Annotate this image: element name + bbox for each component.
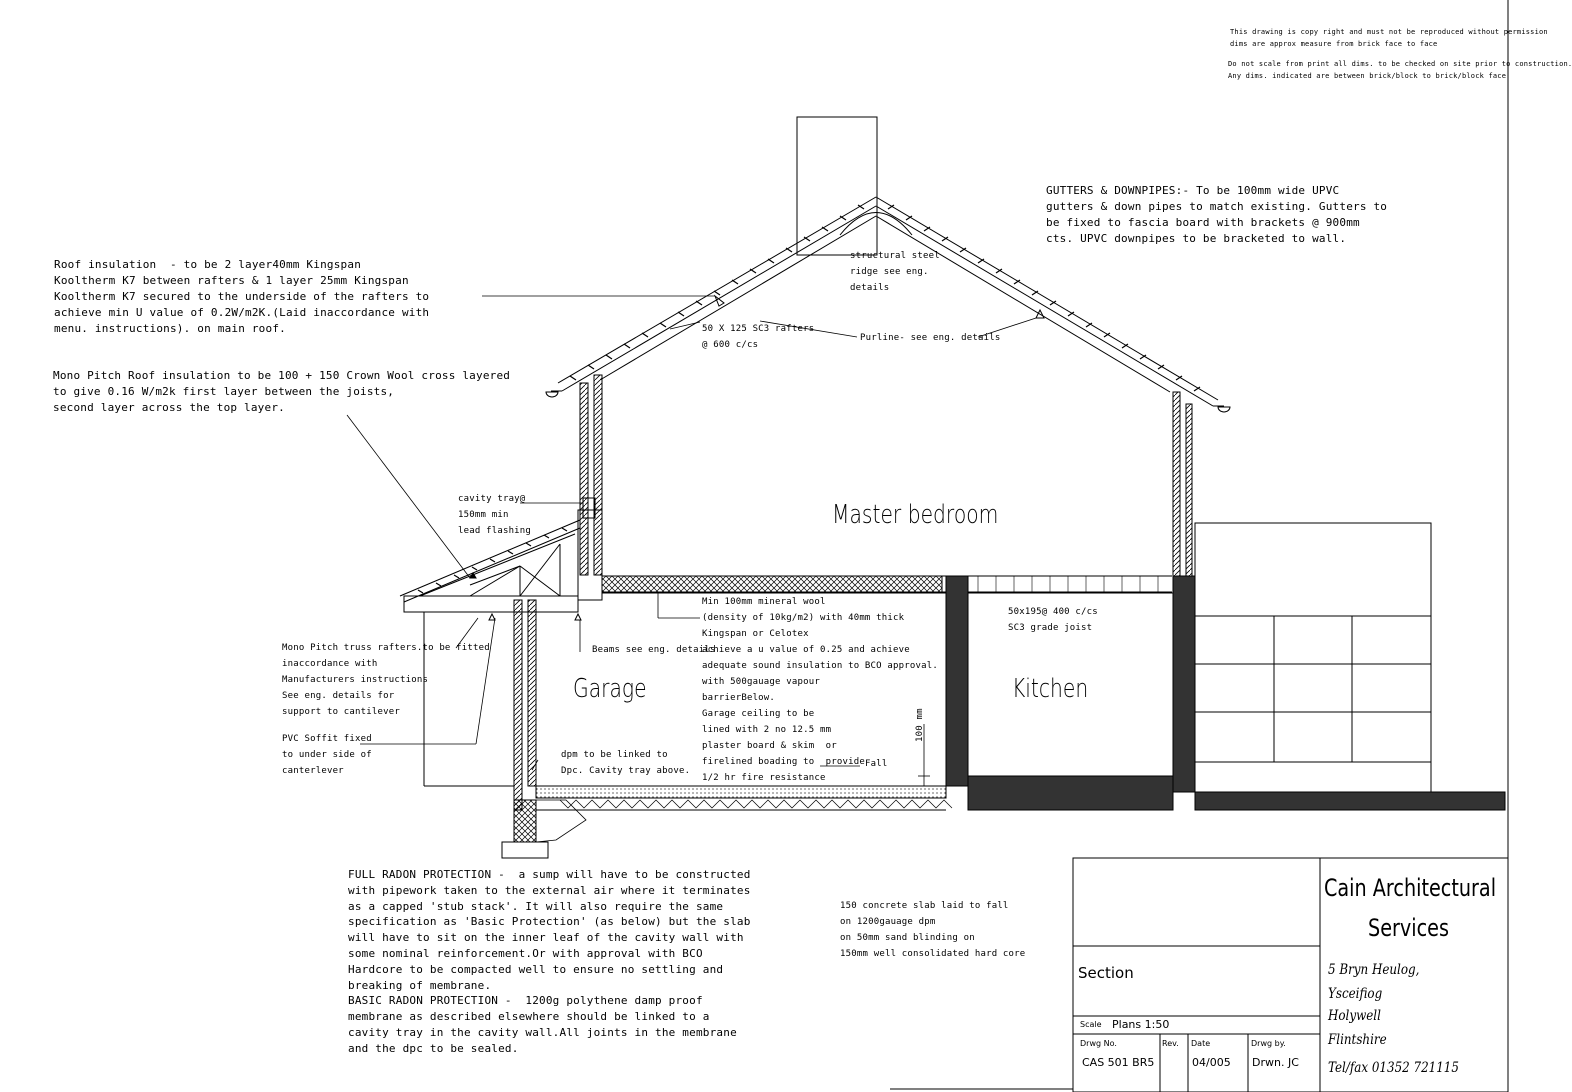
drwg-no-label: Drwg No. (1080, 1039, 1117, 1048)
scale-value: Plans 1:50 (1112, 1018, 1170, 1031)
foundation (514, 800, 536, 842)
drwn-value: Drwn. JC (1252, 1056, 1299, 1069)
room-kitchen: Kitchen (1012, 674, 1089, 704)
drawing-title: Section (1078, 964, 1134, 982)
rev-label: Rev. (1162, 1039, 1179, 1048)
date-label: Date (1191, 1039, 1211, 1048)
soffit-note: PVC Soffit fixed to under side of canterlever (282, 734, 372, 776)
address-line2: Ysceifiog (1328, 986, 1383, 1002)
scale-label: Scale (1080, 1020, 1102, 1029)
joist-note: 50x195@ 400 c/cs SC3 grade joist (1008, 607, 1098, 633)
rafters-note: 50 X 125 SC3 rafters @ 600 c/cs (702, 324, 815, 350)
cavity-tray-note: cavity tray@ 150mm min lead flashing (458, 494, 532, 536)
address-line3: Holywell (1328, 1008, 1381, 1024)
ridge-note: structural steel ridge see eng. details (850, 251, 940, 293)
firm-name-line2: Services (1368, 914, 1449, 942)
dpm-note: dpm to be linked to Dpc. Cavity tray above. (561, 750, 691, 776)
brick-dims-note: Any dims. indicated are between brick/block to brick/block face (1228, 72, 1507, 80)
copyright-note: This drawing is copy right and must not be reproduced without permission (1230, 28, 1548, 36)
drwg-no-value: CAS 501 BR5 (1082, 1056, 1155, 1069)
party-wall (946, 576, 968, 786)
purline-note: Purline- see eng. details (860, 333, 1001, 343)
roof-insulation-note: Roof insulation - to be 2 layer40mm Kingspan Kooltherm K7 between rafters & 1 layer 25mm Kingspan Kooltherm K7 secured to the underside of the rafters to achieve min U value of 0.2W/m2K.(Laid inaccordance with menu. instructions). on main roof. (54, 258, 430, 335)
drwn-label: Drwg by. (1251, 1039, 1286, 1048)
scale-note: Do not scale from print all dims. to be checked on site prior to construction. (1228, 60, 1572, 68)
floor-joists (602, 576, 942, 592)
firm-name-line1: Cain Architectural (1324, 874, 1497, 902)
gutters-note: GUTTERS & DOWNPIPES:- To be 100mm wide UPVC gutters & down pipes to match existing. Gutters to be fixed to fascia board with brackets @ 900mm cts. UPVC downpipes to be bracketed to wall. (1046, 184, 1388, 245)
beams-note: Beams see eng. details (592, 645, 716, 655)
dims-note: dims are approx measure from brick face to face (1230, 40, 1438, 48)
left-gutter (546, 392, 558, 397)
address-line4: Flintshire (1328, 1032, 1387, 1048)
ground-slab (536, 786, 946, 798)
right-wall (1173, 392, 1180, 576)
radon-note: FULL RADON PROTECTION - a sump will have to be constructed with pipework taken to the external air where it terminates as a capped 'stub stack'. It will also require the same specification as 'Basic Protection' (as below) but the slab will have to sit on the inner leaf of the cavity wall with some nominal reinforcement.Or with approval with BCO Hardcore to be compacted well to ensure no settling and breaking of membrane. BASIC RADON PROTECTION - 1200g polythene damp proof membrane as described elsewhere should be linked to a cavity tray in the cavity wall.All joints in the membrane and the dpc to be sealed. (348, 868, 751, 1055)
phone: Tel/fax 01352 721115 (1328, 1060, 1459, 1076)
dim-100-note: 100 mm (915, 708, 925, 742)
address-line1: 5 Bryn Heulog, (1328, 962, 1420, 978)
garage-wall (514, 600, 522, 810)
chimney (797, 117, 877, 255)
adjacent-building (1195, 523, 1431, 792)
left-wall-outer (580, 383, 588, 575)
mineral-wool-note: Min 100mm mineral wool (density of 10kg/m2) with 40mm thick Kingspan or Celotex achieve a u value of 0.25 and achieve adequate sound insulation to BCO approval. with 500gauage vapour barrierBelow. Garage ceiling to be lined with 2 no 12.5 mm plaster board & skim or firelined boading to provide 1/2 hr fire resistance (702, 597, 938, 783)
fall-note: Fall (865, 759, 888, 769)
room-master-bedroom: Master bedroom (832, 500, 999, 530)
right-gutter (1218, 407, 1230, 412)
slab-note: 150 concrete slab laid to fall on 1200gauage dpm on 50mm sand blinding on 150mm well consolidated hard core (840, 901, 1026, 959)
date-value: 04/005 (1192, 1056, 1231, 1069)
mono-pitch-note: Mono Pitch Roof insulation to be 100 + 150 Crown Wool cross layered to give 0.16 W/m2k first layer between the joists, second layer across the top layer. (53, 369, 511, 414)
room-garage: Garage (573, 674, 647, 704)
truss-note: Mono Pitch truss rafters.to be fitted inaccordance with Manufacturers instructions See eng. details for support to cantilever (282, 643, 490, 717)
